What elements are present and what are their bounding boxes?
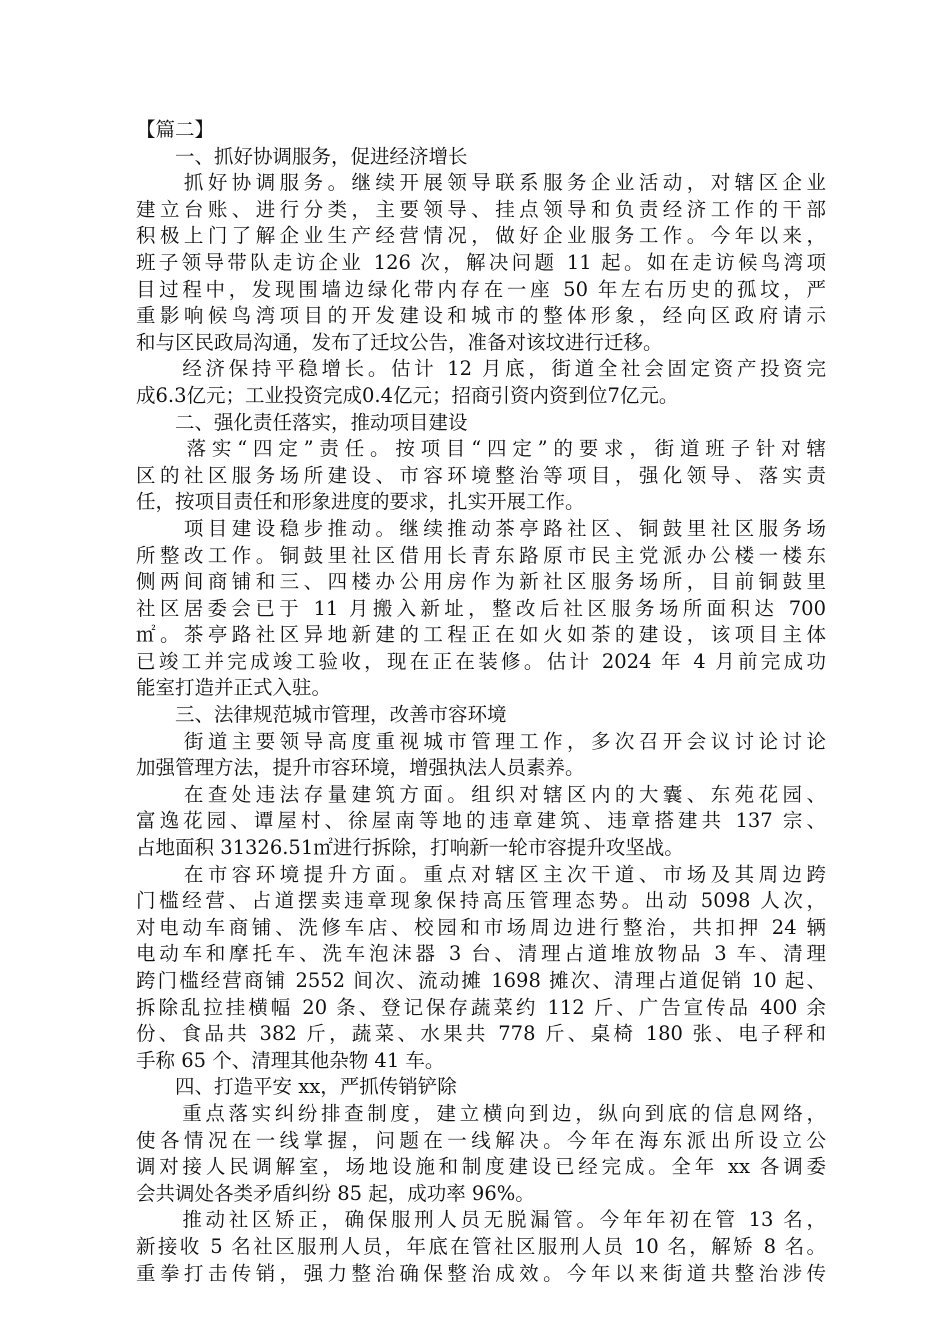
- text-line: 侧两间商铺和三、四楼办公用房作为新社区服务场所，目前铜鼓里: [136, 570, 826, 594]
- text-line: 对电动车商铺、洗修车店、校园和市场周边进行整治，共扣押 24 辆: [136, 915, 826, 939]
- text-line: 社区居委会已于 11 月搬入新址，整改后社区服务场所面积达 700: [136, 596, 826, 620]
- text-line: 富逸花园、谭屋村、徐屋南等地的违章建筑、违章搭建共 137 宗、: [136, 809, 826, 833]
- text-line: 街道主要领导高度重视城市管理工作，多次召开会议讨论讨论: [136, 729, 826, 753]
- text-line: 所整改工作。铜鼓里社区借用长青东路原市民主党派办公楼一楼东: [136, 543, 826, 567]
- text-line: 占地面积 31326.51㎡进行拆除，打响新一轮市容提升攻坚战。: [136, 836, 684, 860]
- text-line: 四、打造平安 xx，严抓传销铲除: [136, 1075, 457, 1099]
- text-line: 会共调处各类矛盾纠纷 85 起，成功率 96%。: [136, 1181, 535, 1205]
- text-line: 经济保持平稳增长。估计 12 月底，街道全社会固定资产投资完: [136, 357, 826, 381]
- text-line: 落实“四定”责任。按项目“四定”的要求，街道班子针对辖: [136, 437, 826, 461]
- text-line: 目过程中，发现围墙边绿化带内存在一座 50 年左右历史的孤坟，严: [136, 277, 826, 301]
- text-line: 任，按项目责任和形象进度的要求，扎实开展工作。: [136, 490, 585, 514]
- text-line: 门槛经营、占道摆卖违章现象保持高压管理态势。出动 5098 人次，: [136, 889, 826, 913]
- text-line: ㎡。茶亭路社区异地新建的工程正在如火如荼的建设，该项目主体: [136, 623, 826, 647]
- text-line: 在市容环境提升方面。重点对辖区主次干道、市场及其周边跨: [136, 862, 826, 886]
- text-line: 调对接人民调解室，场地设施和制度建设已经完成。全年 xx 各调委: [136, 1155, 826, 1179]
- text-line: 成6.3亿元；工业投资完成0.4亿元；招商引资内资到位7亿元。: [136, 383, 679, 407]
- text-line: 能室打造并正式入驻。: [136, 676, 332, 700]
- text-line: 手称 65 个、清理其他杂物 41 车。: [136, 1048, 445, 1072]
- text-line: 重拳打击传销，强力整治确保整治成效。今年以来街道共整治涉传: [136, 1261, 826, 1285]
- text-line: 建立台账、进行分类，主要领导、挂点领导和负责经济工作的干部: [136, 197, 826, 221]
- text-line: 【篇二】: [136, 118, 215, 141]
- text-line: 新接收 5 名社区服刑人员，年底在管社区服刑人员 10 名，解矫 8 名。: [136, 1234, 826, 1258]
- text-line: 电动车和摩托车、洗车泡沫器 3 台、清理占道堆放物品 3 车、清理: [136, 942, 826, 966]
- text-line: 份、食品共 382 斤，蔬菜、水果共 778 斤、桌椅 180 张、电子秤和: [136, 1022, 826, 1046]
- text-line: 和与区民政局沟通，发布了迁坟公告，准备对该坟进行迁移。: [136, 330, 663, 354]
- text-line: 在查处违法存量建筑方面。组织对辖区内的大囊、东苑花园、: [136, 782, 826, 806]
- text-line: 使各情况在一线掌握，问题在一线解决。今年在海东派出所设立公: [136, 1128, 826, 1152]
- document-body: [136, 117, 826, 1287]
- text-line: 跨门槛经营商铺 2552 间次、流动摊 1698 摊次、清理占道促销 10 起、: [136, 969, 826, 992]
- text-line: 拆除乱拉挂横幅 20 条、登记保存蔬菜约 112 斤、广告宣传品 400 余: [136, 995, 826, 1019]
- text-line: 积极上门了解企业生产经营情况，做好企业服务工作。今年以来，: [136, 224, 826, 248]
- text-line: 已竣工并完成竣工验收，现在正在装修。估计 2024 年 4 月前完成功: [136, 649, 826, 673]
- text-line: 抓好协调服务。继续开展领导联系服务企业活动，对辖区企业: [136, 171, 826, 195]
- text-line: 重点落实纠纷排查制度，建立横向到边，纵向到底的信息网络，: [136, 1101, 826, 1125]
- text-line: 重影响候鸟湾项目的开发建设和城市的整体形象，经向区政府请示: [136, 304, 826, 328]
- text-line: 推动社区矫正，确保服刑人员无脱漏管。今年年初在管 13 名，: [136, 1208, 826, 1232]
- text-line: 一、抓好协调服务，促进经济增长: [136, 144, 468, 168]
- text-line: 二、强化责任落实，推动项目建设: [136, 410, 468, 434]
- text-line: 加强管理方法，提升市容环境，增强执法人员素养。: [136, 756, 585, 780]
- text-line: 三、法律规范城市管理，改善市容环境: [136, 703, 507, 727]
- text-line: 区的社区服务场所建设、市容环境整治等项目，强化领导、落实责: [136, 463, 826, 487]
- text-line: 班子领导带队走访企业 126 次，解决问题 11 起。如在走访候鸟湾项: [136, 250, 826, 274]
- text-line: 项目建设稳步推动。继续推动茶亭路社区、铜鼓里社区服务场: [136, 516, 826, 540]
